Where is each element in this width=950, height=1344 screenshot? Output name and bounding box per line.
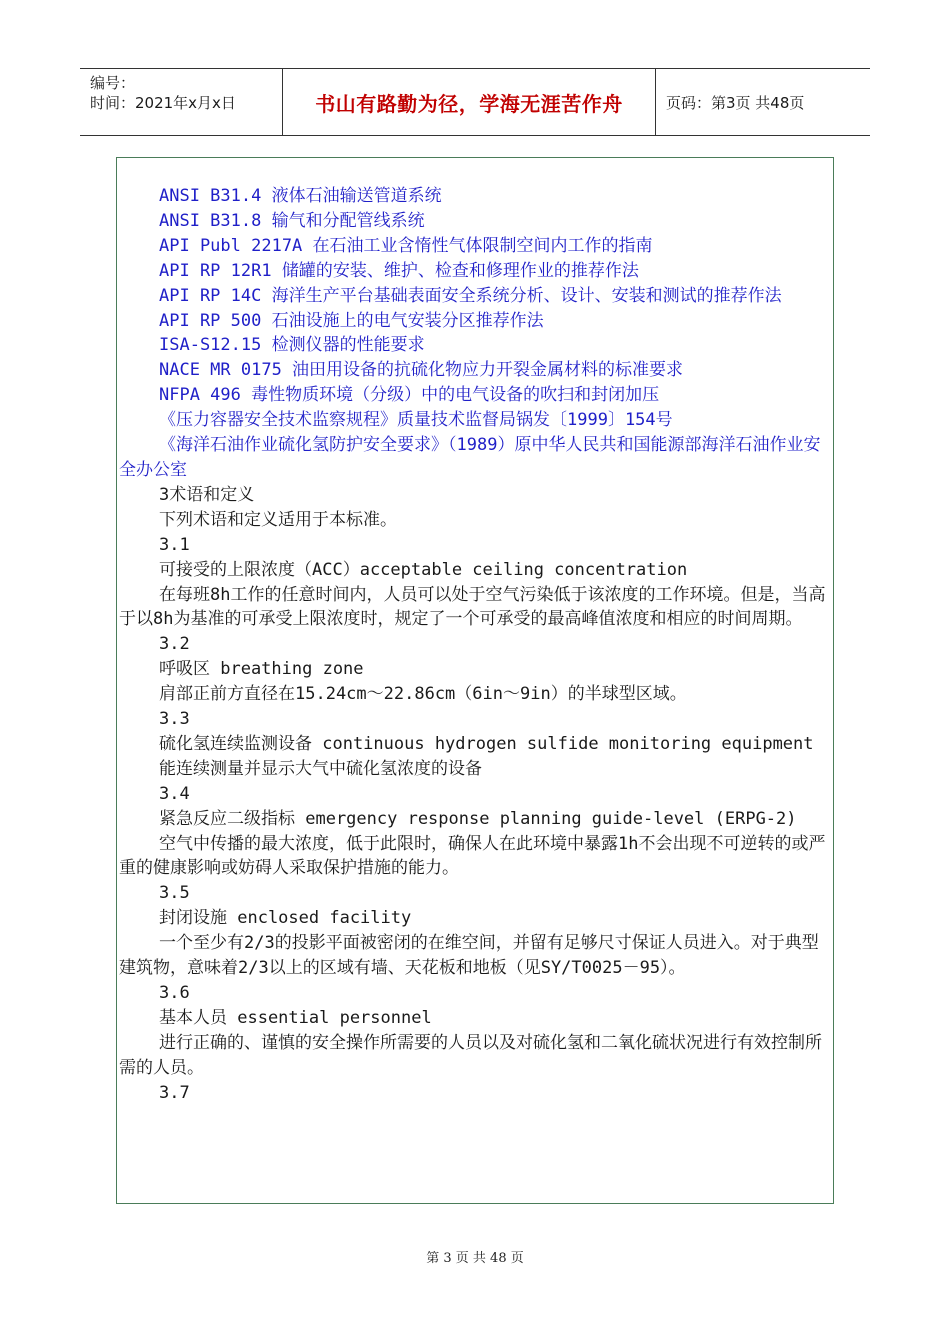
header-motto-cell: [282, 69, 656, 135]
reference-item: ANSI B31.4 液体石油输送管道系统: [159, 186, 442, 206]
reference-item: 《压力容器安全技术监察规程》质量技术监督局锅发〔1999〕154号: [159, 410, 673, 431]
reference-item: NACE MR 0175 油田用设备的抗硫化物应力开裂金属材料的标准要求: [159, 360, 684, 381]
section-heading: 3术语和定义: [159, 484, 255, 505]
term-number: 3.1: [159, 534, 190, 555]
term-number: 3.5: [159, 883, 190, 904]
term-title: 可接受的上限浓度（ACC）acceptable ceiling concentration: [159, 559, 688, 580]
header-motto: 书山有路勤为径，学海无涯苦作舟: [315, 91, 623, 116]
term-definition: 空气中传播的最大浓度，低于此限时，确保人在此环境中暴露1h不会出现不可逆转的或严重的健康影响或妨碍人采取保护措施的能力。: [119, 833, 826, 879]
term-definition: 一个至少有2/3的投影平面被密闭的在维空间，并留有足够尺寸保证人员进入。对于典型建筑物，意味着2/3以上的区域有墙、天花板和地板（见SY/T0025－95）。: [119, 933, 819, 979]
term-definition: 能连续测量并显示大气中硫化氢浓度的设备: [159, 758, 482, 779]
term-number: 3.2: [159, 634, 190, 655]
term-title: 呼吸区 breathing zone: [159, 659, 364, 680]
term-title: 封闭设施 enclosed facility: [159, 908, 412, 929]
doc-date-label: 时间：2021年x月x日: [90, 94, 236, 112]
section-intro: 下列术语和定义适用于本标准。: [159, 509, 397, 530]
header-page-info: 页码：第3页 共48页: [666, 93, 805, 112]
reference-item: API RP 12R1 储罐的安装、维护、检查和修理作业的推荐作法: [159, 260, 639, 281]
term-definition: 进行正确的、谨慎的安全操作所需要的人员以及对硫化氢和二氧化硫状况进行有效控制所需的人员。: [119, 1032, 822, 1078]
term-title: 紧急反应二级指标 emergency response planning guide-level (ERPG-2): [159, 808, 797, 829]
term-number: 3.7: [159, 1082, 190, 1103]
term-number: 3.6: [159, 983, 190, 1003]
doc-number-label: 编号：: [90, 74, 136, 92]
page-header: [80, 68, 870, 136]
term-definition: 肩部正前方直径在15.24cm～22.86cm（6in～9in）的半球型区域。: [159, 684, 687, 705]
page-footer: 第 3 页 共 48 页: [426, 1251, 524, 1266]
header-meta: [80, 69, 282, 135]
reference-item: API RP 14C 海洋生产平台基础表面安全系统分析、设计、安装和测试的推荐作法: [159, 285, 782, 306]
reference-item: ANSI B31.8 输气和分配管线系统: [159, 210, 425, 231]
term-number: 3.4: [159, 783, 190, 804]
reference-item: API Publ 2217A 在石油工业含惰性气体限制空间内工作的指南: [159, 235, 653, 256]
reference-item: 《海洋石油作业硫化氢防护安全要求》（1989）原中华人民共和国能源部海洋石油作业安全办公室: [119, 435, 821, 480]
document-content: [116, 157, 834, 1204]
term-definition: 在每班8h工作的任意时间内，人员可以处于空气污染低于该浓度的工作环境。但是，当高于以8h为基准的可承受上限浓度时，规定了一个可承受的最高峰值浓度和相应的时间周期。: [119, 584, 826, 630]
term-title: 基本人员 essential personnel: [159, 1007, 432, 1028]
reference-item: ISA-S12.15 检测仪器的性能要求: [159, 335, 425, 356]
term-title: 硫化氢连续监测设备 continuous hydrogen sulfide monitoring equipment: [159, 733, 814, 754]
term-number: 3.3: [159, 709, 190, 730]
reference-item: NFPA 496 毒性物质环境（分级）中的电气设备的吹扫和封闭加压: [159, 385, 660, 406]
reference-item: API RP 500 石油设施上的电气安装分区推荐作法: [159, 310, 544, 331]
